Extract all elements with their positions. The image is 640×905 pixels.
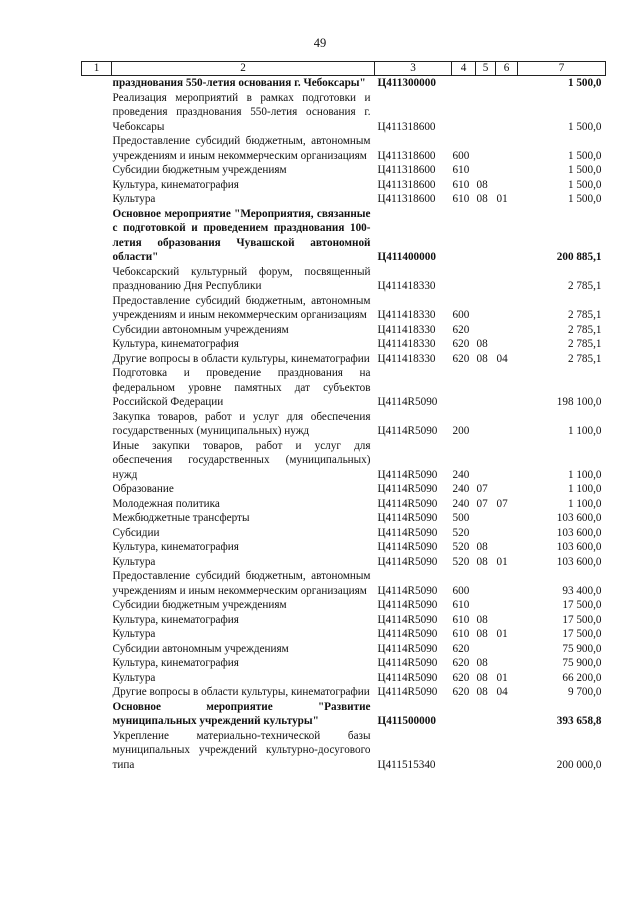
row-rz: 08 xyxy=(476,352,488,365)
row-name: Чебоксарский культурный форум, посвященный празднованию Дня Республики xyxy=(112,265,371,292)
row-code: Ц411400000 xyxy=(377,251,436,263)
table-row xyxy=(82,526,606,541)
row-rz xyxy=(476,91,496,135)
row-pr: 07 xyxy=(496,497,508,510)
row-amount: 17 500,0 xyxy=(562,613,602,626)
header-col-4: 4 xyxy=(452,62,476,76)
row-vr: 610 xyxy=(452,178,470,191)
table-row xyxy=(82,555,606,570)
row-vr: 610 xyxy=(452,628,470,640)
table-row xyxy=(82,482,606,497)
table-row xyxy=(82,178,606,193)
row-name: Культура xyxy=(112,555,156,568)
row-amount: 1 500,0 xyxy=(567,149,602,162)
row-pr: 01 xyxy=(496,628,508,640)
row-amount: 1 500,0 xyxy=(567,164,602,176)
header-col-7: 7 xyxy=(518,62,606,76)
row-col-1 xyxy=(82,178,112,193)
row-pr xyxy=(496,642,518,657)
row-code: Ц4114R5090 xyxy=(377,584,438,597)
row-vr: 600 xyxy=(452,584,470,597)
row-pr: 04 xyxy=(496,686,508,698)
row-name: Субсидии автономным учреждениям xyxy=(112,642,289,655)
row-code: Ц4114R5090 xyxy=(377,512,438,524)
row-name: Закупка товаров, работ и услуг для обеспечения государственных (муниципальных) нужд xyxy=(112,410,371,437)
row-amount: 2 785,1 xyxy=(567,352,602,365)
row-rz xyxy=(476,163,496,178)
table-row xyxy=(82,294,606,323)
row-pr xyxy=(496,410,518,439)
row-rz: 08 xyxy=(476,671,488,684)
row-rz xyxy=(476,323,496,338)
row-pr xyxy=(496,91,518,135)
row-code: Ц4114R5090 xyxy=(377,555,438,568)
row-col-1 xyxy=(82,439,112,483)
row-vr: 610 xyxy=(452,613,470,626)
row-code: Ц4114R5090 xyxy=(377,541,438,553)
row-rz: 08 xyxy=(476,686,488,698)
row-vr: 620 xyxy=(452,352,470,365)
row-amount: 2 785,1 xyxy=(567,309,602,321)
row-code: Ц4114R5090 xyxy=(377,613,438,626)
row-amount: 66 200,0 xyxy=(562,671,602,684)
table-row xyxy=(82,91,606,135)
row-code: Ц411318600 xyxy=(377,164,436,176)
row-amount: 1 100,0 xyxy=(567,497,602,510)
row-name: Другие вопросы в области культуры, кинематографии xyxy=(112,686,370,698)
row-col-1 xyxy=(82,700,112,729)
row-code: Ц411318600 xyxy=(377,149,436,162)
table-row xyxy=(82,685,606,700)
row-code: Ц411318600 xyxy=(377,193,436,205)
table-row xyxy=(82,323,606,338)
row-amount: 1 100,0 xyxy=(567,468,602,481)
row-pr xyxy=(496,178,518,193)
row-pr xyxy=(496,134,518,163)
row-name: Предоставление субсидий бюджетным, автономным учреждениям и иным некоммерческим организациям xyxy=(112,135,371,162)
row-amount: 103 600,0 xyxy=(556,555,602,568)
row-pr xyxy=(496,323,518,338)
row-name: Субсидии бюджетным учреждениям xyxy=(112,599,287,611)
row-amount: 103 600,0 xyxy=(556,526,602,539)
row-code: Ц411300000 xyxy=(377,77,436,89)
row-name: Субсидии автономным учреждениям xyxy=(112,323,289,336)
row-vr: 620 xyxy=(452,338,470,350)
row-name: Укрепление материально-технической базы муниципальных учреждений культурно-досугового типа xyxy=(112,729,371,771)
row-rz xyxy=(476,511,496,526)
row-rz xyxy=(476,207,496,265)
row-pr: 01 xyxy=(496,193,508,205)
row-pr: 04 xyxy=(496,352,508,365)
row-vr xyxy=(452,700,476,729)
row-name: Субсидии xyxy=(112,526,160,539)
row-col-1 xyxy=(82,569,112,598)
row-code: Ц411318600 xyxy=(377,178,436,191)
row-amount: 103 600,0 xyxy=(556,541,602,553)
row-pr xyxy=(496,613,518,628)
row-pr xyxy=(496,569,518,598)
row-col-1 xyxy=(82,627,112,642)
row-amount: 75 900,0 xyxy=(562,642,602,655)
row-code: Ц411515340 xyxy=(377,758,436,771)
row-rz: 07 xyxy=(476,497,488,510)
row-name: Культура, кинематография xyxy=(112,657,239,669)
row-col-1 xyxy=(82,352,112,367)
row-name: Основное мероприятие "Развитие муниципальных учреждений культуры" xyxy=(112,700,371,727)
row-name: Другие вопросы в области культуры, кинематографии xyxy=(112,352,370,365)
row-code: Ц4114R5090 xyxy=(377,425,438,437)
row-vr xyxy=(452,729,476,773)
row-col-1 xyxy=(82,163,112,178)
row-amount: 1 500,0 xyxy=(567,193,602,205)
table-row xyxy=(82,192,606,207)
table-row xyxy=(82,207,606,265)
row-vr: 610 xyxy=(452,164,470,176)
row-name: Культура, кинематография xyxy=(112,178,239,191)
table-row xyxy=(82,729,606,773)
row-amount: 1 100,0 xyxy=(567,425,602,437)
row-vr xyxy=(452,91,476,135)
row-rz: 07 xyxy=(476,483,488,495)
row-rz xyxy=(476,729,496,773)
row-col-1 xyxy=(82,482,112,497)
table-row xyxy=(82,337,606,352)
row-code: Ц4114R5090 xyxy=(377,483,438,495)
table-row xyxy=(82,497,606,512)
row-pr xyxy=(496,439,518,483)
row-vr: 600 xyxy=(452,309,470,321)
row-amount: 1 500,0 xyxy=(567,178,602,191)
row-rz xyxy=(476,134,496,163)
row-code: Ц4114R5090 xyxy=(377,396,438,408)
row-col-1 xyxy=(82,134,112,163)
row-vr: 620 xyxy=(452,671,470,684)
row-code: Ц4114R5090 xyxy=(377,599,438,611)
row-rz: 08 xyxy=(476,628,488,640)
row-name: Межбюджетные трансферты xyxy=(112,512,250,524)
row-name: Культура, кинематография xyxy=(112,541,239,553)
row-amount: 9 700,0 xyxy=(567,686,602,698)
row-rz: 08 xyxy=(476,178,488,191)
row-name: Культура xyxy=(112,193,156,205)
row-rz: 08 xyxy=(476,541,488,553)
row-code: Ц411500000 xyxy=(377,715,436,727)
row-amount: 393 658,8 xyxy=(556,715,602,727)
row-code: Ц4114R5090 xyxy=(377,526,438,539)
row-col-1 xyxy=(82,294,112,323)
row-amount: 1 100,0 xyxy=(567,483,602,495)
row-vr: 500 xyxy=(452,512,470,524)
row-name: Культура, кинематография xyxy=(112,338,239,350)
row-code: Ц4114R5090 xyxy=(377,628,438,640)
row-rz: 08 xyxy=(476,613,488,626)
row-rz xyxy=(476,642,496,657)
row-pr xyxy=(496,511,518,526)
table-row xyxy=(82,511,606,526)
header-col-6: 6 xyxy=(496,62,518,76)
row-amount: 198 100,0 xyxy=(556,396,602,408)
row-name: Субсидии бюджетным учреждениям xyxy=(112,164,287,176)
row-col-1 xyxy=(82,540,112,555)
row-pr xyxy=(496,526,518,541)
row-amount: 200 000,0 xyxy=(556,758,602,771)
row-rz xyxy=(476,439,496,483)
row-code: Ц411418330 xyxy=(377,309,436,321)
row-rz xyxy=(476,294,496,323)
row-name: празднования 550-летия основания г. Чебоксары" xyxy=(112,77,366,89)
row-rz xyxy=(476,598,496,613)
row-pr xyxy=(496,337,518,352)
table-row xyxy=(82,642,606,657)
row-pr xyxy=(496,700,518,729)
row-rz: 08 xyxy=(476,657,488,669)
row-pr xyxy=(496,294,518,323)
row-pr: 01 xyxy=(496,555,508,568)
row-vr: 610 xyxy=(452,599,470,611)
row-col-1 xyxy=(82,729,112,773)
row-amount: 75 900,0 xyxy=(562,657,602,669)
row-col-1 xyxy=(82,91,112,135)
page-number: 49 xyxy=(313,36,327,50)
row-vr xyxy=(452,76,476,91)
row-vr xyxy=(452,265,476,294)
row-pr xyxy=(496,482,518,497)
table-body xyxy=(82,76,606,773)
row-amount: 1 500,0 xyxy=(567,120,602,133)
row-code: Ц4114R5090 xyxy=(377,657,438,669)
row-pr xyxy=(496,656,518,671)
row-name: Основное мероприятие "Мероприятия, связанные с подготовкой и проведением празднования 100-летия образования Чувашской автономной области" xyxy=(112,207,371,263)
row-amount: 93 400,0 xyxy=(562,584,602,597)
row-pr: 01 xyxy=(496,671,508,684)
row-name: Культура xyxy=(112,671,156,684)
row-col-1 xyxy=(82,656,112,671)
row-name: Реализация мероприятий в рамках подготовки и проведения празднования 550-летия основания г. Чебоксары xyxy=(112,91,371,133)
row-rz: 08 xyxy=(476,338,488,350)
row-name: Иные закупки товаров, работ и услуг для обеспечения государственных (муниципальных) нужд xyxy=(112,439,371,481)
row-col-1 xyxy=(82,685,112,700)
table-row xyxy=(82,352,606,367)
row-rz xyxy=(476,700,496,729)
table-row xyxy=(82,700,606,729)
row-vr xyxy=(452,366,476,410)
row-vr: 520 xyxy=(452,555,470,568)
row-col-1 xyxy=(82,555,112,570)
row-code: Ц411418330 xyxy=(377,352,436,365)
row-rz xyxy=(476,366,496,410)
row-vr xyxy=(452,207,476,265)
row-col-1 xyxy=(82,76,112,91)
row-code: Ц4114R5090 xyxy=(377,468,438,481)
row-name: Культура xyxy=(112,628,156,640)
table-row xyxy=(82,439,606,483)
table-row xyxy=(82,598,606,613)
table-row xyxy=(82,134,606,163)
table-header xyxy=(82,62,606,76)
row-rz xyxy=(476,569,496,598)
row-rz xyxy=(476,265,496,294)
row-name: Образование xyxy=(112,483,174,495)
header-col-2: 2 xyxy=(112,62,375,76)
row-vr: 620 xyxy=(452,642,470,655)
row-code: Ц4114R5090 xyxy=(377,671,438,684)
row-col-1 xyxy=(82,497,112,512)
row-col-1 xyxy=(82,526,112,541)
row-code: Ц411418330 xyxy=(377,280,436,292)
row-vr: 520 xyxy=(452,526,470,539)
row-vr: 610 xyxy=(452,193,470,205)
row-pr xyxy=(496,598,518,613)
header-col-3: 3 xyxy=(375,62,452,76)
row-vr: 240 xyxy=(452,468,470,481)
row-pr xyxy=(496,76,518,91)
row-amount: 1 500,0 xyxy=(567,77,602,89)
row-code: Ц411318600 xyxy=(377,120,436,133)
row-amount: 2 785,1 xyxy=(567,323,602,336)
header-col-5: 5 xyxy=(476,62,496,76)
table-row xyxy=(82,540,606,555)
row-name: Предоставление субсидий бюджетным, автономным учреждениям и иным некоммерческим организациям xyxy=(112,570,371,597)
row-rz xyxy=(476,76,496,91)
row-amount: 200 885,1 xyxy=(556,251,602,263)
row-col-1 xyxy=(82,323,112,338)
table-row xyxy=(82,163,606,178)
row-vr: 240 xyxy=(452,483,470,495)
row-vr: 240 xyxy=(452,497,470,510)
table-row xyxy=(82,656,606,671)
row-vr: 200 xyxy=(452,425,470,437)
row-amount: 17 500,0 xyxy=(562,628,602,640)
row-name: Подготовка и проведение празднования на федеральном уровне памятных дат субъектов Российской Федерации xyxy=(112,367,371,408)
row-name: Молодежная политика xyxy=(112,497,220,510)
row-code: Ц4114R5090 xyxy=(377,686,438,698)
table-row xyxy=(82,265,606,294)
row-name: Предоставление субсидий бюджетным, автономным учреждениям и иным некоммерческим организациям xyxy=(112,294,371,321)
row-rz xyxy=(476,410,496,439)
row-col-1 xyxy=(82,613,112,628)
row-rz xyxy=(476,526,496,541)
row-name: Культура, кинематография xyxy=(112,613,239,626)
row-col-1 xyxy=(82,366,112,410)
row-col-1 xyxy=(82,511,112,526)
row-vr: 620 xyxy=(452,686,470,698)
row-code: Ц411418330 xyxy=(377,323,436,336)
table-row xyxy=(82,671,606,686)
table-row xyxy=(82,76,606,91)
row-vr: 600 xyxy=(452,149,470,162)
row-vr: 620 xyxy=(452,657,470,669)
table-row xyxy=(82,366,606,410)
table-row xyxy=(82,569,606,598)
row-pr xyxy=(496,207,518,265)
row-col-1 xyxy=(82,598,112,613)
row-col-1 xyxy=(82,265,112,294)
row-amount: 2 785,1 xyxy=(567,280,602,292)
row-col-1 xyxy=(82,410,112,439)
row-pr xyxy=(496,366,518,410)
row-vr: 520 xyxy=(452,541,470,553)
row-code: Ц4114R5090 xyxy=(377,497,438,510)
row-pr xyxy=(496,265,518,294)
row-code: Ц4114R5090 xyxy=(377,642,438,655)
header-col-1: 1 xyxy=(82,62,112,76)
row-vr: 620 xyxy=(452,323,470,336)
row-amount: 17 500,0 xyxy=(562,599,602,611)
row-pr xyxy=(496,729,518,773)
row-amount: 2 785,1 xyxy=(567,338,602,350)
row-pr xyxy=(496,163,518,178)
row-col-1 xyxy=(82,192,112,207)
row-rz: 08 xyxy=(476,555,488,568)
table-row xyxy=(82,627,606,642)
row-pr xyxy=(496,540,518,555)
budget-table xyxy=(81,61,606,772)
row-col-1 xyxy=(82,642,112,657)
row-col-1 xyxy=(82,207,112,265)
row-code: Ц411418330 xyxy=(377,338,436,350)
table-row xyxy=(82,613,606,628)
row-col-1 xyxy=(82,337,112,352)
header-row xyxy=(82,62,606,76)
row-col-1 xyxy=(82,671,112,686)
table-row xyxy=(82,410,606,439)
row-rz: 08 xyxy=(476,193,488,205)
row-amount: 103 600,0 xyxy=(556,512,602,524)
